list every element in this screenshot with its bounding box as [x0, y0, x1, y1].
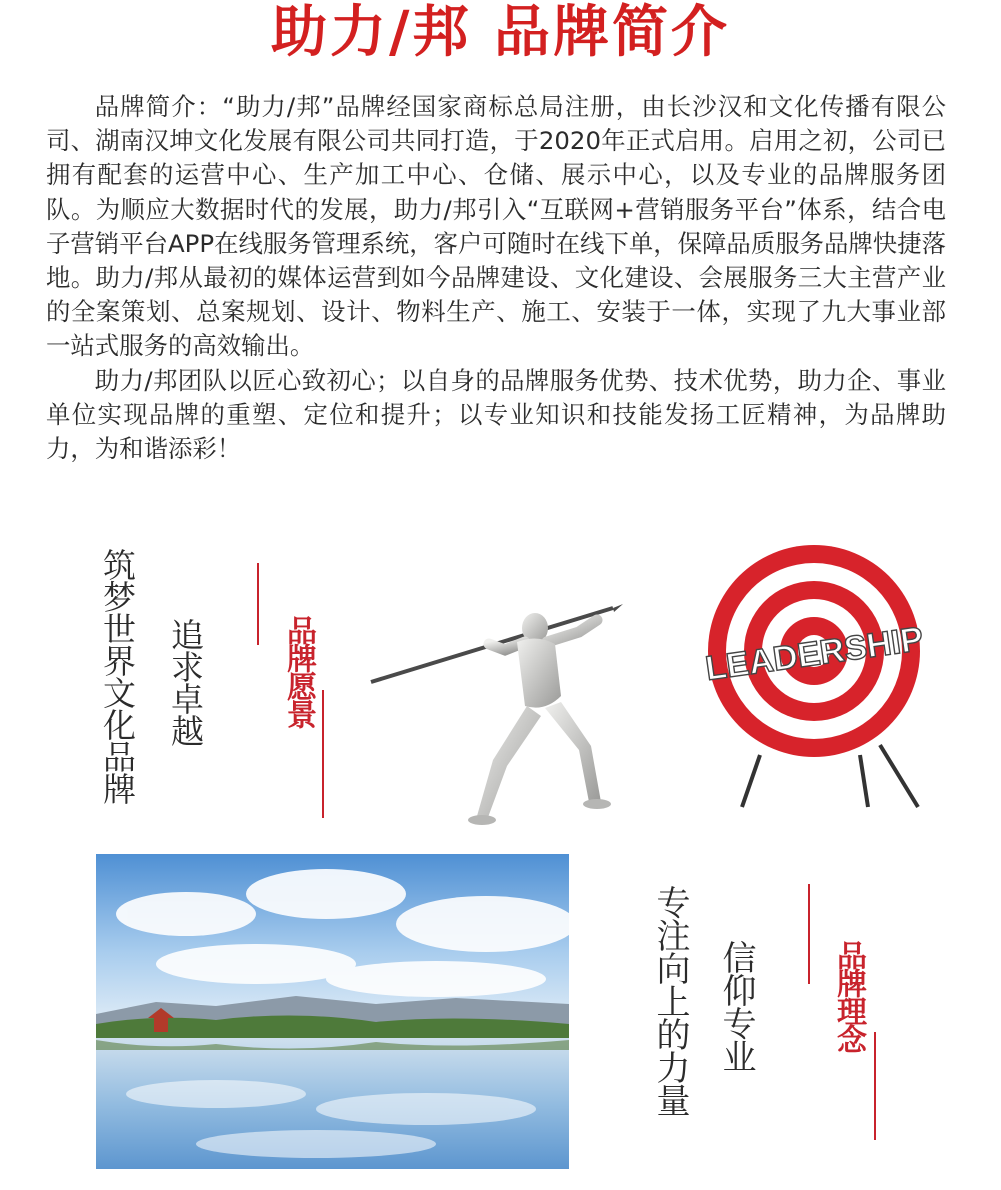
target-label: LEADERSHIP: [703, 619, 926, 689]
philosophy-slogan-sub: 信仰专业: [716, 940, 756, 1072]
intro-paragraph-1: 品牌简介：“助力/邦”品牌经国家商标总局注册，由长沙汉和文化传播有限公司、湖南汉坤文化发展有限公司共同打造，于2020年正式启用。启用之初，公司已拥有配套的运营中心、生产加工中心、仓储、展示中心，以及专业的品牌服务团队。为顺应大数据时代的发展，助力/邦引入“互联网+营销服务平台”体系，结合电子营销平台APP在线服务管理系统，客户可随时在线下单，保障品质服务品牌快捷落地。助力/邦从最初的媒体运营到如今品牌建设、文化建设、会展服务三大主营产业的全案策划、总案规划、设计、物料生产、施工、安装于一体，实现了九大事业部一站式服务的高效输出。: [46, 92, 946, 361]
philosophy-slogan-main: 专注向上的力量: [650, 885, 690, 1116]
philosophy-divider-top: [808, 884, 810, 984]
lake-landscape-photo: [96, 854, 569, 1169]
javelin-athlete-image: [365, 520, 655, 850]
leadership-target-image: [690, 515, 940, 835]
vision-slogan-main: 筑梦世界文化品牌: [98, 548, 137, 804]
philosophy-divider-bottom: [874, 1032, 876, 1140]
vision-heading: 品牌愿景: [281, 615, 316, 727]
vision-divider-top: [257, 563, 259, 645]
page-title: 助力/邦 品牌简介: [271, 0, 730, 65]
intro-paragraph-2: 助力/邦团队以匠心致初心；以自身的品牌服务优势、技术优势，助力企、事业单位实现品牌的重塑、定位和提升；以专业知识和技能发扬工匠精神，为品牌助力，为和谐添彩！: [46, 365, 946, 464]
philosophy-heading: 品牌理念: [831, 940, 866, 1052]
brand-intro: [46, 90, 946, 466]
vision-divider-bottom: [322, 690, 324, 818]
vision-slogan-sub: 追求卓越: [166, 618, 205, 746]
